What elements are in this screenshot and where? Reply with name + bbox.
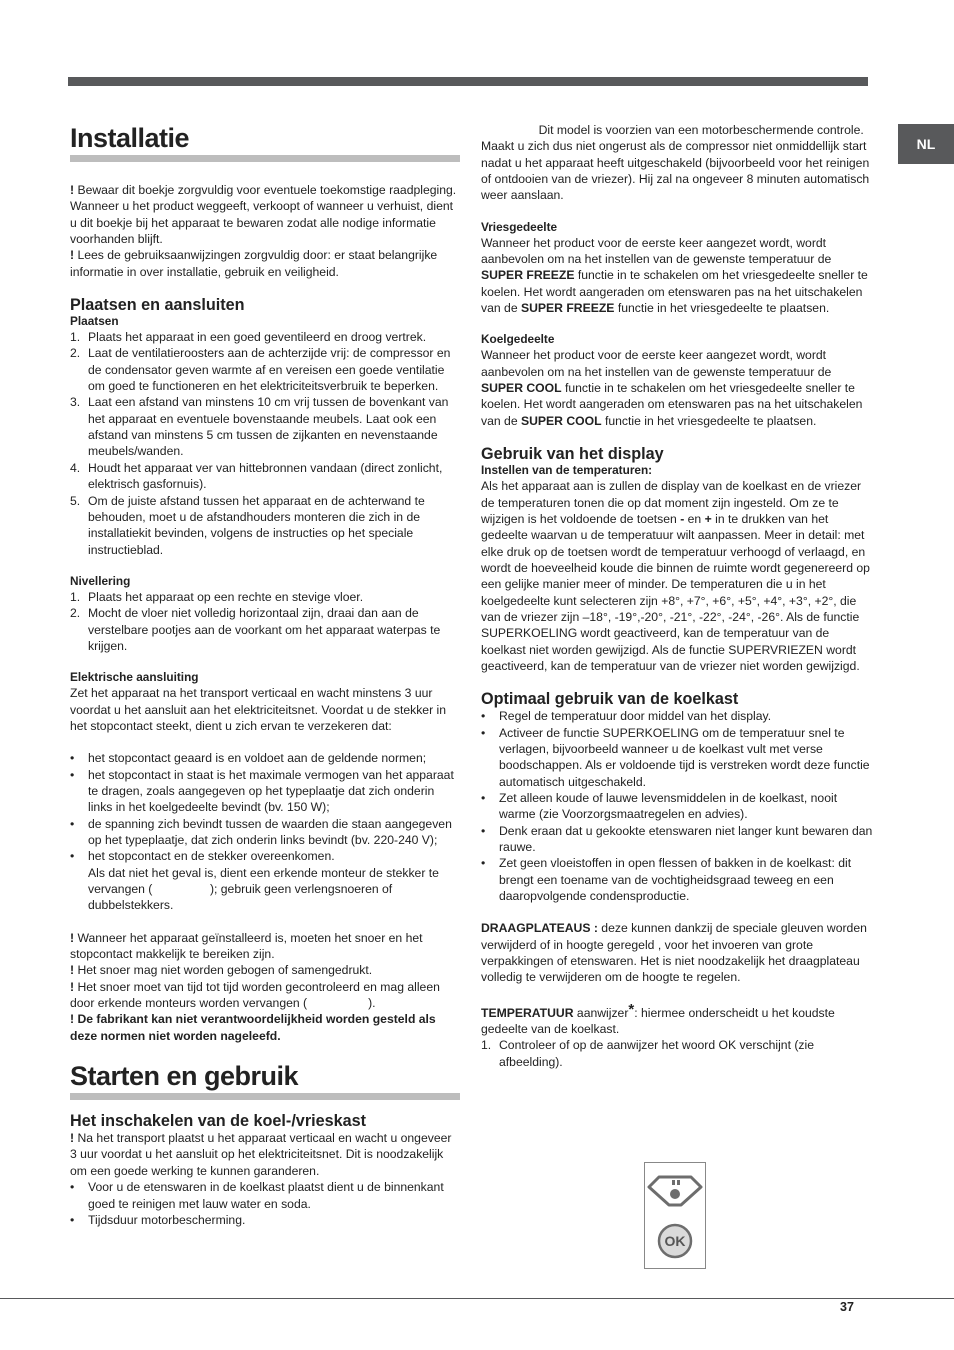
language-tab: NL <box>898 124 954 164</box>
motor-paragraph: Dit model is voorzien van een motorbeschermende controle. Maakt u zich dus niet ongerust als de compressor niet onmiddellijk start nadat u het apparaat heeft uitgeschakeld (bijvoorbeeld voor het reinigen of ontdooien van de vriezer). Hij zal na ongeveer 8 minuten automatisch weer aanslaan. <box>481 123 870 203</box>
inschakelen-paragraph: ! Na het transport plaatst u het apparaat verticaal en wacht u ongeveer 3 uur voordat u het aansluit op het elektriciteitsnet. Dit is noodzakelijk om een goede werking te kunnen garanderen. <box>70 1131 452 1178</box>
list-item: • Regel de temperatuur door middel van het display. <box>481 709 772 724</box>
indicator-icon <box>645 1163 705 1268</box>
list-item: • Zet geen vloeistoffen in open flessen of bakken in de koelkast: dit brengt een toename van de vochtigheidsgraad teweeg en een daaropvolgende condensproductie. <box>481 856 852 904</box>
nivellering-subheading: Nivellering <box>70 573 131 588</box>
vriesgedeelte-paragraph: Wanneer het product voor de eerste keer aangezet wordt, wordt aanbevolen om na het instellen van de gewenste temperatuur de SUPER FREEZE functie in te schakelen om het vriesgedeelte sneller te koelen. Het wordt aangeraden om etenswaren pas na het uitschakelen van de SUPER FREEZE functie in het vriesgedeelte te plaatsen. <box>481 235 868 316</box>
bottom-rule <box>0 1298 954 1299</box>
nivellering-list <box>70 589 460 654</box>
list-item: • het stopcontact geaard is en voldoet aan de geldende normen; <box>70 751 427 766</box>
list-item: • Zet alleen koude of lauwe levensmiddelen in de koelkast, nooit warme (zie Voorzorgsmaatregelen en advies). <box>481 791 838 822</box>
list-item: • Tijdsduur motorbescherming. <box>70 1212 246 1227</box>
elektrisch-list <box>70 750 460 913</box>
list-item: • het stopcontact en de stekker overeenkomen. Als dat niet het geval is, dient een erkende monteur de stekker te vervangen ( ); gebruik geen verlengsnoeren of dubbelstekkers. <box>70 849 439 913</box>
temperature-indicator-illustration <box>644 1162 706 1269</box>
vriesgedeelte-subheading: Vriesgedeelte <box>481 219 558 234</box>
plaatsen-heading: Plaatsen en aansluiten <box>70 296 245 315</box>
koelgedeelte-subheading: Koelgedeelte <box>481 332 555 347</box>
right-column <box>481 122 873 1070</box>
list-item: • de spanning zich bevindt tussen de waarden die staan aangegeven op het typeplaatje, dat zich onderin links bevindt (bv. 220-240 V); <box>70 816 452 847</box>
list-item: • Denk eraan dat u gekookte etenswaren niet langer kunt bewaren dan rauwe. <box>481 823 873 855</box>
optimaal-heading: Optimaal gebruik van de koelkast <box>481 690 739 709</box>
display-subheading: Instellen van de temperaturen: <box>481 463 653 478</box>
list-item: 2. Mocht de vloer niet volledig horizontaal zijn, draai dan aan de verstelbare pootjes aan de voorkant om het apparaat waterpas te krijgen. <box>70 606 441 653</box>
warning-3: ! Het snoer moet van tijd tot tijd worden gecontroleerd en mag alleen door erkende monteurs worden vervangen ( ). <box>70 979 440 1011</box>
display-heading: Gebruik van het display <box>481 445 664 464</box>
plaatsen-subheading: Plaatsen <box>70 314 119 329</box>
list-item: 1. Controleer of op de aanwijzer het woord OK verschijnt (zie afbeelding). <box>481 1038 814 1069</box>
plaatsen-list <box>70 329 460 558</box>
list-item: • Voor u de etenswaren in de koelkast plaatst dient u de binnenkant goed te reinigen met lauw water en soda. <box>70 1180 444 1211</box>
installatie-title: Installatie <box>70 122 460 162</box>
list-item: • het stopcontact in staat is het maximale vermogen van het apparaat te dragen, zoals aangegeven op het typeplaatje dat zich onderin links in het koelgedeelte bevindt (bv. 150 W); <box>70 767 454 815</box>
list-item: 2. Laat de ventilatieroosters aan de achterzijde vrij: de compressor en de condensator geven warmte af en vereisen een goede ventilatie om goed te functioneren en het elektriciteitsverbruik te beperken. <box>70 346 451 394</box>
list-item: 5. Om de juiste afstand tussen het apparaat en de achterwand te behouden, moet u de afstandhouders monteren die zich in de installatiekit bevinden, volgens de instructies op het speciale instructieblad. <box>70 493 425 557</box>
elektrisch-subheading: Elektrische aansluiting <box>70 670 199 685</box>
intro-paragraph-1: ! Bewaar dit boekje zorgvuldig voor eventuele toekomstige raadpleging. Wanneer u het product weggeeft, verkoopt of wanneer u verhuist, dient u dit boekje bij het apparaat te bewaren zodat alle nodige informatie voorhanden blijft. <box>70 183 457 247</box>
optimaal-list <box>481 708 873 904</box>
intro-paragraph-2: ! Lees de gebruiksaanwijzingen zorgvuldig door: er staat belangrijke informatie in over installatie, gebruik en veiligheid. <box>70 248 438 279</box>
koelgedeelte-paragraph: Wanneer het product voor de eerste keer aangezet wordt, wordt aanbevolen om na het instellen van de gewenste temperatuur de SUPER COOL functie in te schakelen om het vriesgedeelte sneller te koelen. Het wordt aangeraden om etenswaren pas na het uitschakelen van de SUPER COOL functie in het vriesgedeelte te plaatsen. <box>481 348 863 428</box>
display-paragraph: Als het apparaat aan is zullen de display van de koelkast en de vriezer de temperaturen tonen die op dat moment zijn ingesteld. Om ze te wijzigen is het voldoende de toetsen - en + in te drukken van het gedeelte waarvan u de temperatuur wilt aanpassen. Meer in detail: met elke druk op de toetsen wordt de temperatuur verhoogd of verlaagd, en wordt de hoeveelheid koude die binnen de ruimte wordt gegenereerd op een gelijke manier meer of minder. De temperaturen die u in het koelgedeelte kunt selecteren zijn +8°, +7°, +6°, +5°, +4°, +3°, +2°, die van de vriezer zijn –18°, -19°,-20°, -21°, -22°, -24°, -26°. Als de functie SUPERKOELING wordt geactiveerd, kan de temperatuur van de koelkast niet worden gewijzigd. Als de functie SUPERVRIEZEN wordt geactiveerd, kan de temperatuur van de vriezer niet worden gewijzigd. <box>481 479 870 673</box>
page-number: 37 <box>840 1300 854 1314</box>
draagplateaus-paragraph: DRAAGPLATEAUS : deze kunnen dankzij de speciale gleuven worden verwijderd of in hoogte geregeld , voor het invoeren van grote verpakkingen of etenswaren. Het is niet noodzakelijk het draagplateau volledig te verwijderen om de hoogte te regelen. <box>481 921 867 985</box>
left-column <box>70 122 460 1228</box>
elektrisch-paragraph: Zet het apparaat na het transport verticaal en wacht minstens 3 uur voordat u het aansluit aan het elektriciteitsnet. Voordat u de stekker in het stopcontact steekt, dient u zich ervan te verzekeren dat: <box>70 686 447 733</box>
list-item: • Activeer de functie SUPERKOELING om de temperatuur snel te verlagen, bijvoorbeeld wanneer u de koelkast vult met verse boodschappen. Als er voldoende tijd is verstreken wordt deze functie automatisch uitgeschakeld. <box>481 725 870 789</box>
inschakelen-heading: Het inschakelen van de koel-/vrieskast <box>70 1112 367 1131</box>
temperatuur-list <box>481 1037 873 1070</box>
inschakelen-list <box>70 1179 460 1228</box>
warning-2: ! Het snoer mag niet worden gebogen of samengedrukt. <box>70 963 373 978</box>
temperatuur-paragraph: TEMPERATUUR aanwijzer*: hiermee onderscheidt u het koudste gedeelte van de koelkast. <box>481 1000 835 1037</box>
indicator-ok-label: OK <box>664 1233 686 1249</box>
warning-bold: ! De fabrikant kan niet verantwoordelijkheid worden gesteld als deze normen niet worden nageleefd. <box>70 1012 436 1043</box>
list-item: 1. Plaats het apparaat op een rechte en stevige vloer. <box>70 589 364 604</box>
starten-title: Starten en gebruik <box>70 1060 460 1100</box>
list-item: 4. Houdt het apparaat ver van hittebronnen vandaan (direct zonlicht, elektrisch gasfornuis). <box>70 460 443 492</box>
list-item: 1. Plaats het apparaat in een goed geventileerd en droog vertrek. <box>70 330 427 345</box>
top-rule <box>68 77 868 86</box>
list-item: 3. Laat een afstand van minstens 10 cm vrij tussen de bovenkant van het apparaat en eventuele bovenstaande meubels. Laat ook een afstand van minstens 5 cm tussen de zijkanten en nevenstaande meubels/wanden. <box>70 395 449 459</box>
warning-1: ! Wanneer het apparaat geïnstalleerd is, moeten het snoer en het stopcontact makkelijk te bereiken zijn. <box>70 930 423 962</box>
